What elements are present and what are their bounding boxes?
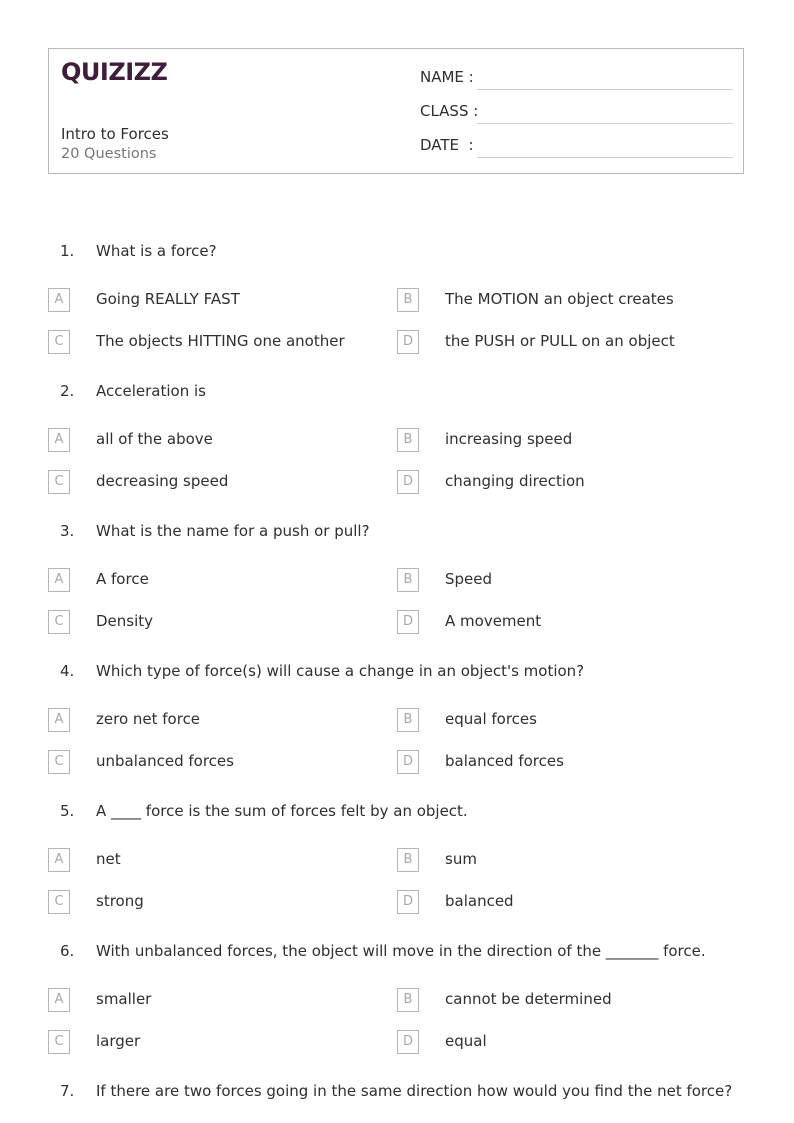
question-number: 1. <box>60 242 75 260</box>
option-letter-box[interactable]: D <box>397 330 419 354</box>
option-text: balanced <box>445 892 514 910</box>
option-text: changing direction <box>445 472 585 490</box>
question-count: 20 Questions <box>61 146 157 162</box>
option-letter-box[interactable]: D <box>397 470 419 494</box>
option-letter-box[interactable]: A <box>48 988 70 1012</box>
option-letter-box[interactable]: C <box>48 470 70 494</box>
option-text: Speed <box>445 570 493 588</box>
quizizz-logo: QUIZIZZ <box>61 58 168 86</box>
date-label: DATE : <box>420 136 474 154</box>
question-text: A ____ force is the sum of forces felt by an object. <box>96 802 468 820</box>
option-text: A force <box>96 570 149 588</box>
question-number: 5. <box>60 802 75 820</box>
option-text: larger <box>96 1032 141 1050</box>
option-text: A movement <box>445 612 542 630</box>
question-number: 7. <box>60 1082 75 1100</box>
question-text: With unbalanced forces, the object will move in the direction of the _______ force. <box>96 942 706 960</box>
option-letter-box[interactable]: C <box>48 1030 70 1054</box>
question-number: 2. <box>60 382 75 400</box>
option-letter-box[interactable]: B <box>397 988 419 1012</box>
option-text: Going REALLY FAST <box>96 290 240 308</box>
option-letter-box[interactable]: D <box>397 750 419 774</box>
option-text: balanced forces <box>445 752 564 770</box>
worksheet-header <box>48 48 744 174</box>
option-text: Density <box>96 612 154 630</box>
option-text: zero net force <box>96 710 201 728</box>
name-line <box>477 89 733 90</box>
option-letter-box[interactable]: B <box>397 568 419 592</box>
option-text: the PUSH or PULL on an object <box>445 332 675 350</box>
question-text: Acceleration is <box>96 382 206 400</box>
date-line <box>477 157 733 158</box>
question-text: What is the name for a push or pull? <box>96 522 370 540</box>
question-number: 3. <box>60 522 75 540</box>
option-text: smaller <box>96 990 152 1008</box>
option-text: increasing speed <box>445 430 573 448</box>
question-text: Which type of force(s) will cause a change in an object's motion? <box>96 662 585 680</box>
name-label: NAME : <box>420 68 474 86</box>
option-letter-box[interactable]: C <box>48 610 70 634</box>
option-letter-box[interactable]: B <box>397 848 419 872</box>
option-letter-box[interactable]: A <box>48 288 70 312</box>
option-letter-box[interactable]: A <box>48 568 70 592</box>
option-text: decreasing speed <box>96 472 229 490</box>
option-letter-box[interactable]: C <box>48 890 70 914</box>
option-letter-box[interactable]: D <box>397 890 419 914</box>
option-letter-box[interactable]: A <box>48 708 70 732</box>
option-letter-box[interactable]: B <box>397 428 419 452</box>
option-text: unbalanced forces <box>96 752 234 770</box>
option-text: The MOTION an object creates <box>445 290 674 308</box>
option-text: all of the above <box>96 430 213 448</box>
option-letter-box[interactable]: B <box>397 288 419 312</box>
question-number: 4. <box>60 662 75 680</box>
class-label: CLASS : <box>420 102 479 120</box>
worksheet-title: Intro to Forces <box>61 125 169 143</box>
option-letter-box[interactable]: D <box>397 610 419 634</box>
option-letter-box[interactable]: C <box>48 330 70 354</box>
option-text: sum <box>445 850 477 868</box>
question-number: 6. <box>60 942 75 960</box>
option-letter-box[interactable]: D <box>397 1030 419 1054</box>
option-text: equal <box>445 1032 487 1050</box>
option-text: The objects HITTING one another <box>96 332 345 350</box>
option-letter-box[interactable]: B <box>397 708 419 732</box>
option-text: equal forces <box>445 710 537 728</box>
question-text: If there are two forces going in the same direction how would you find the net force? <box>96 1082 733 1100</box>
option-text: strong <box>96 892 144 910</box>
class-line <box>477 123 733 124</box>
option-letter-box[interactable]: A <box>48 848 70 872</box>
question-text: What is a force? <box>96 242 217 260</box>
option-text: net <box>96 850 121 868</box>
option-letter-box[interactable]: A <box>48 428 70 452</box>
option-text: cannot be determined <box>445 990 612 1008</box>
option-letter-box[interactable]: C <box>48 750 70 774</box>
